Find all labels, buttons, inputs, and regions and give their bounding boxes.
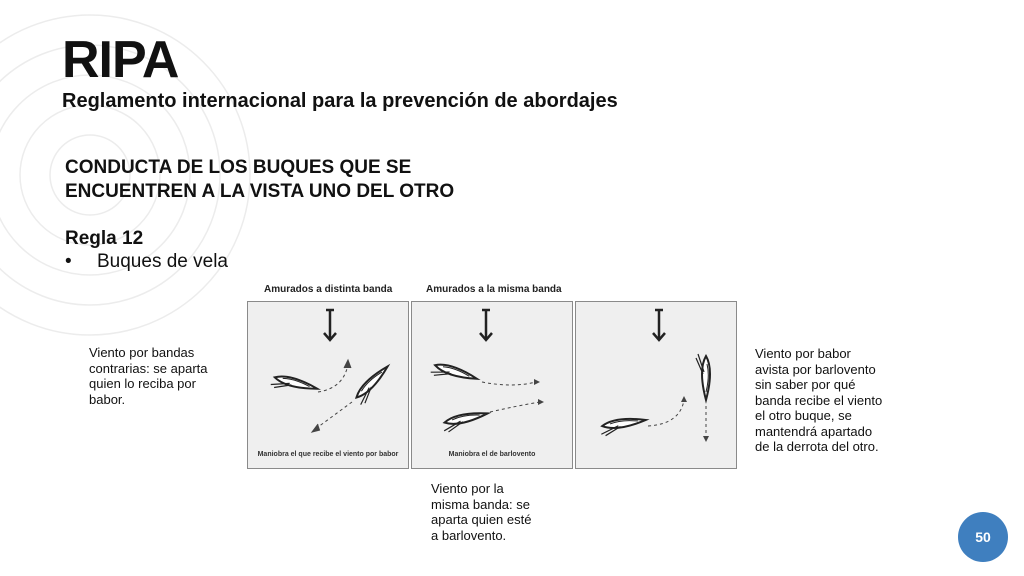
diagram-panel-wind-to-port	[575, 301, 737, 469]
diagram-panel-same-tack	[411, 301, 573, 469]
sailboat-icon	[430, 361, 478, 389]
figure-heading-same-tack: Amurados a la misma banda	[426, 284, 562, 295]
note-line: misma banda: se	[431, 496, 530, 512]
note-line: sin saber por qué	[755, 377, 856, 392]
diagram-panel-opposite-tack	[247, 301, 409, 469]
bullet-item	[65, 251, 228, 273]
note-line: babor.	[89, 391, 126, 407]
note-line: aparta quien esté	[431, 512, 532, 527]
page-subtitle: Reglamento internacional para la prevención de abordajes	[62, 90, 618, 112]
note-line: a barlovento.	[431, 527, 507, 543]
note-line: banda recibe el viento	[755, 392, 883, 408]
note-wind-to-port	[755, 346, 925, 455]
diagram-caption-same-tack: Maniobra el de barlovento	[448, 451, 536, 458]
note-line: Viento por babor	[755, 346, 851, 361]
note-same-tack	[431, 481, 571, 543]
diagram-caption-opposite-tack: Maniobra el que recibe el viento por babor	[257, 451, 399, 458]
diagram-same-tack	[412, 302, 574, 470]
sailboat-icon	[270, 373, 318, 398]
note-opposite-tack	[89, 345, 239, 407]
bullet-symbol: •	[65, 251, 72, 272]
note-line: avista por barlovento	[755, 361, 876, 377]
wind-arrow-icon	[324, 310, 336, 340]
bullet-text: Buques de vela	[97, 251, 228, 272]
section-heading-line-1: CONDUCTA DE LOS BUQUES QUE SE	[65, 157, 412, 178]
note-line: quien lo reciba por	[89, 376, 196, 391]
note-line: contrarias: se aparta	[89, 360, 208, 376]
sailboat-icon	[696, 354, 710, 400]
note-line: de la derrota del otro.	[755, 439, 879, 454]
section-heading	[65, 156, 454, 204]
sailboat-icon	[600, 416, 648, 436]
wind-arrow-icon	[653, 310, 665, 340]
diagram-wind-to-port	[576, 302, 738, 470]
page-number-badge: 50	[958, 512, 1008, 562]
rule-label: Regla 12	[65, 228, 144, 249]
note-line: Viento por bandas	[89, 345, 195, 360]
note-line: Viento por la	[431, 481, 504, 496]
diagram-opposite-tack	[248, 302, 410, 470]
section-heading-line-2: ENCUENTREN A LA VISTA UNO DEL OTRO	[65, 181, 455, 202]
sailboat-icon	[352, 364, 394, 406]
figure-heading-opposite-tack: Amurados a distinta banda	[264, 284, 393, 295]
note-line: mantendrá apartado	[755, 423, 873, 439]
page-title: RIPA	[62, 31, 179, 89]
wind-arrow-icon	[480, 310, 492, 340]
note-line: el otro buque, se	[755, 408, 852, 423]
sailboat-icon	[442, 410, 490, 433]
